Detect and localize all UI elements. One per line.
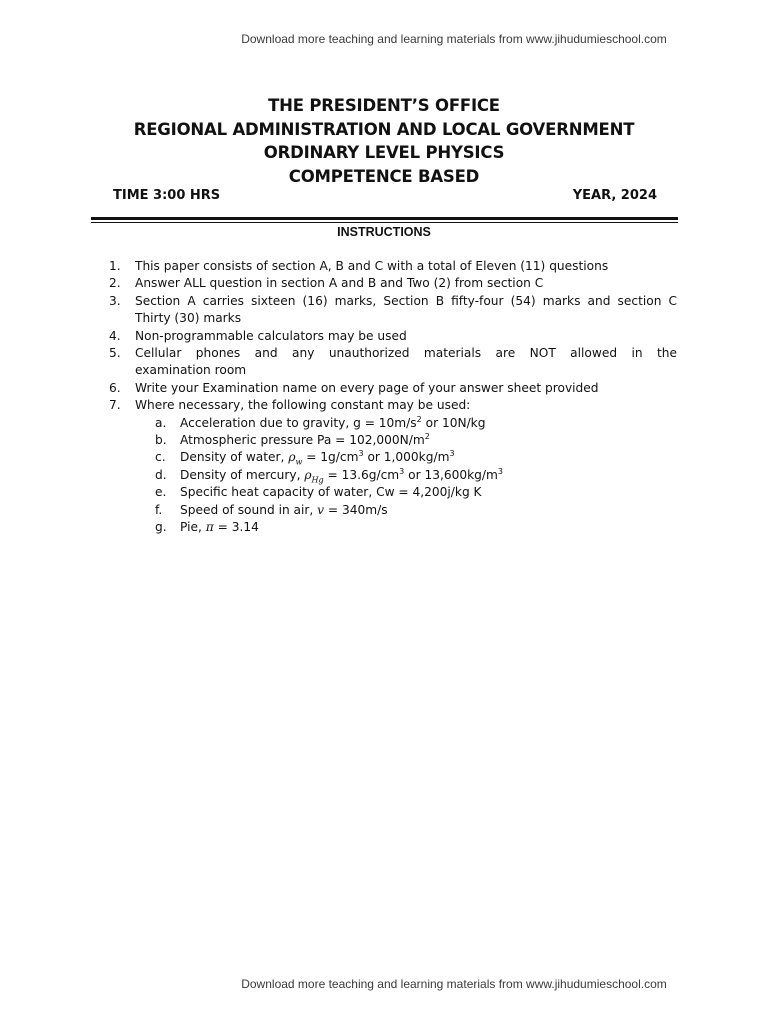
velocity-symbol: v: [317, 502, 325, 517]
instruction-text-line: Section A carries sixteen (16) marks, Section B fifty-four (54) marks and section C: [135, 293, 677, 308]
heading-subject: ORDINARY LEVEL PHYSICS: [263, 143, 505, 162]
instruction-item: [109, 345, 677, 380]
instruction-item: [109, 397, 677, 414]
constants-list: [155, 415, 677, 537]
exam-meta-row: [113, 188, 657, 203]
instruction-text-line: examination room: [135, 363, 247, 378]
instruction-number: 1.: [109, 259, 121, 273]
rho-symbol: $\rho_w$: [288, 450, 303, 467]
instruction-text: [135, 293, 677, 328]
constant-item: [155, 432, 677, 449]
instruction-text-line: Thirty (30) marks: [135, 311, 242, 326]
constant-item: [155, 502, 677, 519]
instruction-text-line: Cellular phones and any unauthorized materials are NOT allowed in the: [135, 346, 677, 361]
constant-text: Density of water, $\rho_w = 1g/cm^3$ or $1,000kg/m^3$: [180, 449, 455, 467]
instructions-list: [109, 258, 677, 537]
header-divider-thick: [91, 217, 678, 220]
instruction-number: 4.: [109, 328, 121, 343]
instruction-number: 7.: [109, 398, 121, 413]
instruction-number: 2.: [109, 276, 121, 291]
constant-item: [155, 519, 677, 536]
constant-item: [155, 467, 677, 484]
footer-download-text: Download more teaching and learning materials from www.jihudumieschool.com: [241, 977, 667, 991]
instruction-number: 5.: [109, 346, 121, 361]
instruction-item: [109, 275, 677, 292]
constant-item: [155, 484, 677, 501]
constant-letter: f.: [155, 502, 163, 517]
instruction-text: Answer ALL question in section A and B and Two (2) from section C: [135, 276, 544, 291]
instruction-number: 3.: [109, 293, 121, 308]
constant-letter: a.: [155, 415, 167, 430]
constant-text: Pie, π = 3.14: [180, 520, 259, 535]
heading-office: THE PRESIDENT’S OFFICE: [268, 96, 500, 115]
instruction-item: [109, 258, 677, 275]
instruction-number: 6.: [109, 380, 121, 395]
instruction-text: Non-programmable calculators may be used: [135, 328, 407, 343]
pi-symbol: π: [205, 520, 214, 535]
heading-administration: REGIONAL ADMINISTRATION AND LOCAL GOVERNMENT: [133, 119, 635, 139]
constant-item: [155, 415, 677, 432]
constant-letter: g.: [155, 520, 167, 535]
header-divider-thin: [91, 222, 678, 223]
instruction-item: [109, 293, 677, 328]
instruction-text: This paper consists of section A, B and C with a total of Eleven (11) questions: [135, 259, 609, 273]
instruction-item: [109, 380, 677, 397]
constant-letter: d.: [155, 467, 167, 482]
heading-competence: COMPETENCE BASED: [288, 166, 480, 186]
instruction-text: [135, 345, 677, 380]
document-heading: [0, 94, 768, 188]
rho-symbol: $\rho_{Hg}$: [304, 467, 324, 485]
header-download-text: Download more teaching and learning materials from www.jihudumieschool.com: [241, 32, 667, 46]
constant-letter: c.: [155, 450, 166, 465]
footer-download-note: [0, 977, 768, 991]
constant-text: Speed of sound in air, v = 340m/s: [180, 502, 388, 517]
constant-text: Atmospheric pressure $Pa = 102,000N/m^2$: [180, 432, 430, 448]
constant-text: Density of mercury, $\rho_{Hg} = 13.6g/cm^3$ or $13,600kg/m^3$: [180, 466, 503, 485]
instruction-text: Write your Examination name on every page of your answer sheet provided: [135, 380, 599, 395]
instruction-text: Where necessary, the following constant may be used:: [135, 398, 471, 413]
header-download-note: [0, 32, 768, 46]
constant-letter: e.: [155, 485, 167, 500]
instructions-title: INSTRUCTIONS: [337, 225, 431, 239]
constant-letter: b.: [155, 433, 167, 448]
constant-text: Acceleration due to gravity, $g = 10m/s^2$ or 10N/kg: [180, 414, 486, 430]
constant-text: Specific heat capacity of water, Cw = 4,200j/kg K: [180, 485, 482, 500]
instruction-item: [109, 328, 677, 345]
constant-item: [155, 449, 677, 466]
exam-year: YEAR, 2024: [572, 188, 657, 203]
exam-time: TIME 3:00 HRS: [113, 188, 221, 203]
